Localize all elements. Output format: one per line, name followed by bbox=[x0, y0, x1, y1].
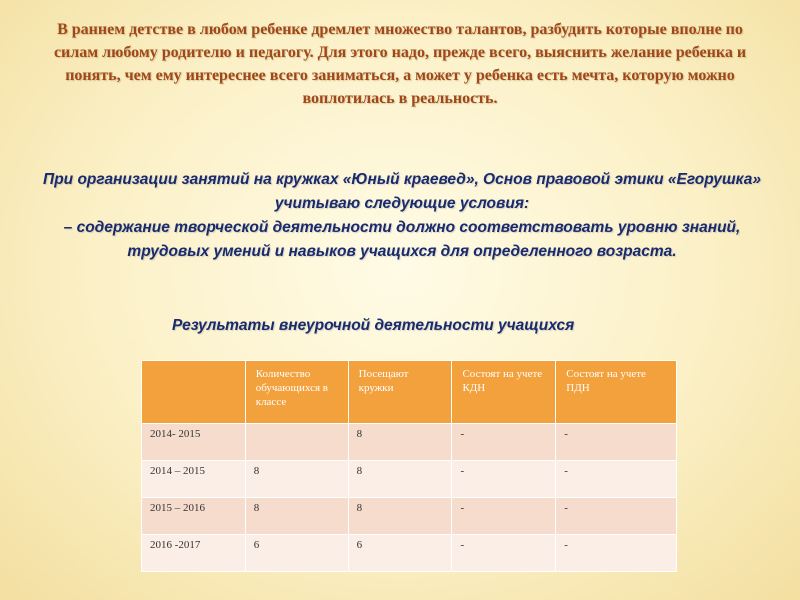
table-cell: - bbox=[556, 498, 677, 535]
table-cell: 2014 – 2015 bbox=[142, 461, 246, 498]
results-table bbox=[141, 360, 677, 572]
table-cell: - bbox=[556, 461, 677, 498]
header-attend-clubs: Посещают кружки bbox=[348, 361, 452, 424]
conditions-intro: При организации занятий на кружках «Юный краевед», Основ правовой этики «Егорушка» учитываю следующие условия: bbox=[43, 171, 761, 212]
table-cell: 8 bbox=[348, 461, 452, 498]
header-kdn-registered: Состоят на учете КДН bbox=[452, 361, 556, 424]
conditions-block bbox=[28, 168, 776, 264]
table-cell: 2015 – 2016 bbox=[142, 498, 246, 535]
table-cell: 8 bbox=[245, 461, 348, 498]
table-cell: 8 bbox=[348, 498, 452, 535]
table-header-row bbox=[142, 361, 677, 424]
header-year bbox=[142, 361, 246, 424]
table-cell: - bbox=[452, 424, 556, 461]
header-students-count: Количество обучающихся в классе bbox=[245, 361, 348, 424]
intro-paragraph: В раннем детстве в любом ребенке дремлет множество талантов, разбудить которые вполне по силам любому родителю и педагогу. Для этого надо, прежде всего, выяснить желание ребенка и понять, чем ему интереснее всего заниматься, а может у ребенка есть мечта, которую можно воплотилась в реальность. bbox=[53, 21, 747, 107]
table-row bbox=[142, 424, 677, 461]
table-cell: - bbox=[452, 535, 556, 572]
table-row bbox=[142, 461, 677, 498]
table-cell: 2016 -2017 bbox=[142, 535, 246, 572]
table-cell: 6 bbox=[245, 535, 348, 572]
conditions-item: – содержание творческой деятельности должно соответствовать уровню знаний, трудовых умений и навыков учащихся для определенного возраста. bbox=[63, 219, 741, 260]
table-cell: - bbox=[452, 498, 556, 535]
table-cell: 2014- 2015 bbox=[142, 424, 246, 461]
table-cell: - bbox=[556, 535, 677, 572]
table-cell bbox=[245, 424, 348, 461]
results-title: Результаты внеурочной деятельности учащихся bbox=[172, 317, 575, 334]
table-row bbox=[142, 498, 677, 535]
header-pdn-registered: Состоят на учете ПДН bbox=[556, 361, 677, 424]
table-cell: 8 bbox=[245, 498, 348, 535]
table-cell: 6 bbox=[348, 535, 452, 572]
table-row bbox=[142, 535, 677, 572]
table-cell: - bbox=[556, 424, 677, 461]
table-cell: 8 bbox=[348, 424, 452, 461]
table-cell: - bbox=[452, 461, 556, 498]
